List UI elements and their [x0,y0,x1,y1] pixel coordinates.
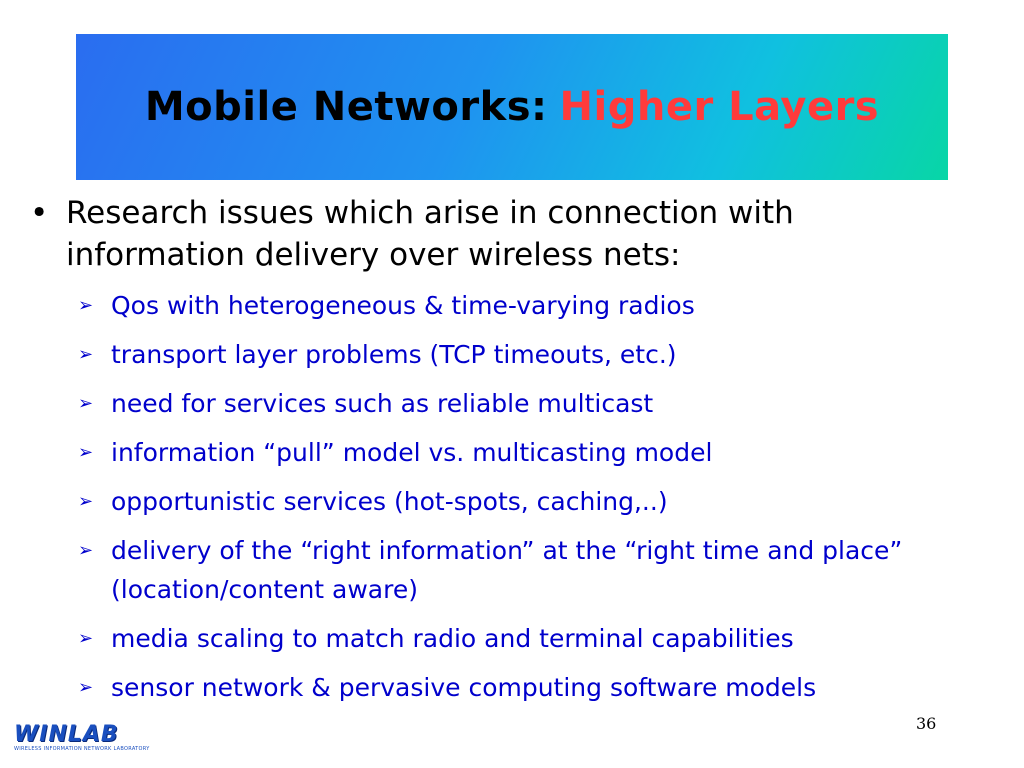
arrow-bullet-icon: ➢ [78,677,94,698]
arrow-bullet-icon: ➢ [78,628,94,649]
sub-bullet-text: transport layer problems (TCP timeouts, etc.) [111,340,677,369]
sub-bullet-item [78,286,1010,325]
sub-bullet-item [78,619,1010,658]
main-bullet [30,192,1010,276]
sub-bullet-item [78,531,1010,609]
slide-content [30,192,1010,717]
sub-bullet-item [78,384,1010,423]
sub-bullet-text: media scaling to match radio and terminal capabilities [111,624,794,653]
main-bullet-text: Research issues which arise in connection with information delivery over wireless nets: [66,195,794,273]
arrow-bullet-icon: ➢ [78,344,94,365]
sub-bullet-text: Qos with heterogeneous & time-varying radios [111,291,695,320]
arrow-bullet-icon: ➢ [78,295,94,316]
sub-bullet-item [78,482,1010,521]
sub-bullet-text: sensor network & pervasive computing software models [111,673,817,702]
title-accent-text: Higher Layers [559,84,880,130]
arrow-bullet-icon: ➢ [78,540,94,561]
sub-bullet-item [78,668,1010,707]
logo-wordmark: WINLAB [14,722,119,747]
sub-bullet-text: opportunistic services (hot-spots, caching,..) [111,487,668,516]
title-main-text: Mobile Networks: [144,84,548,130]
sub-bullet-text: delivery of the “right information” at the “right time and place” (location/content aware) [111,536,903,604]
slide-title [145,84,879,130]
sub-bullet-item [78,335,1010,374]
logo-tagline: WIRELESS INFORMATION NETWORK LABORATORY [14,746,150,752]
arrow-bullet-icon: ➢ [78,393,94,414]
page-number: 36 [916,714,937,733]
arrow-bullet-icon: ➢ [78,442,94,463]
bullet-dot-icon: • [30,195,49,231]
title-banner [76,34,948,180]
arrow-bullet-icon: ➢ [78,491,94,512]
sub-bullet-text: need for services such as reliable multicast [111,389,654,418]
winlab-logo [14,722,150,754]
sub-bullet-text: information “pull” model vs. multicasting model [111,438,713,467]
sub-bullet-item [78,433,1010,472]
sub-bullet-list [30,286,1010,707]
